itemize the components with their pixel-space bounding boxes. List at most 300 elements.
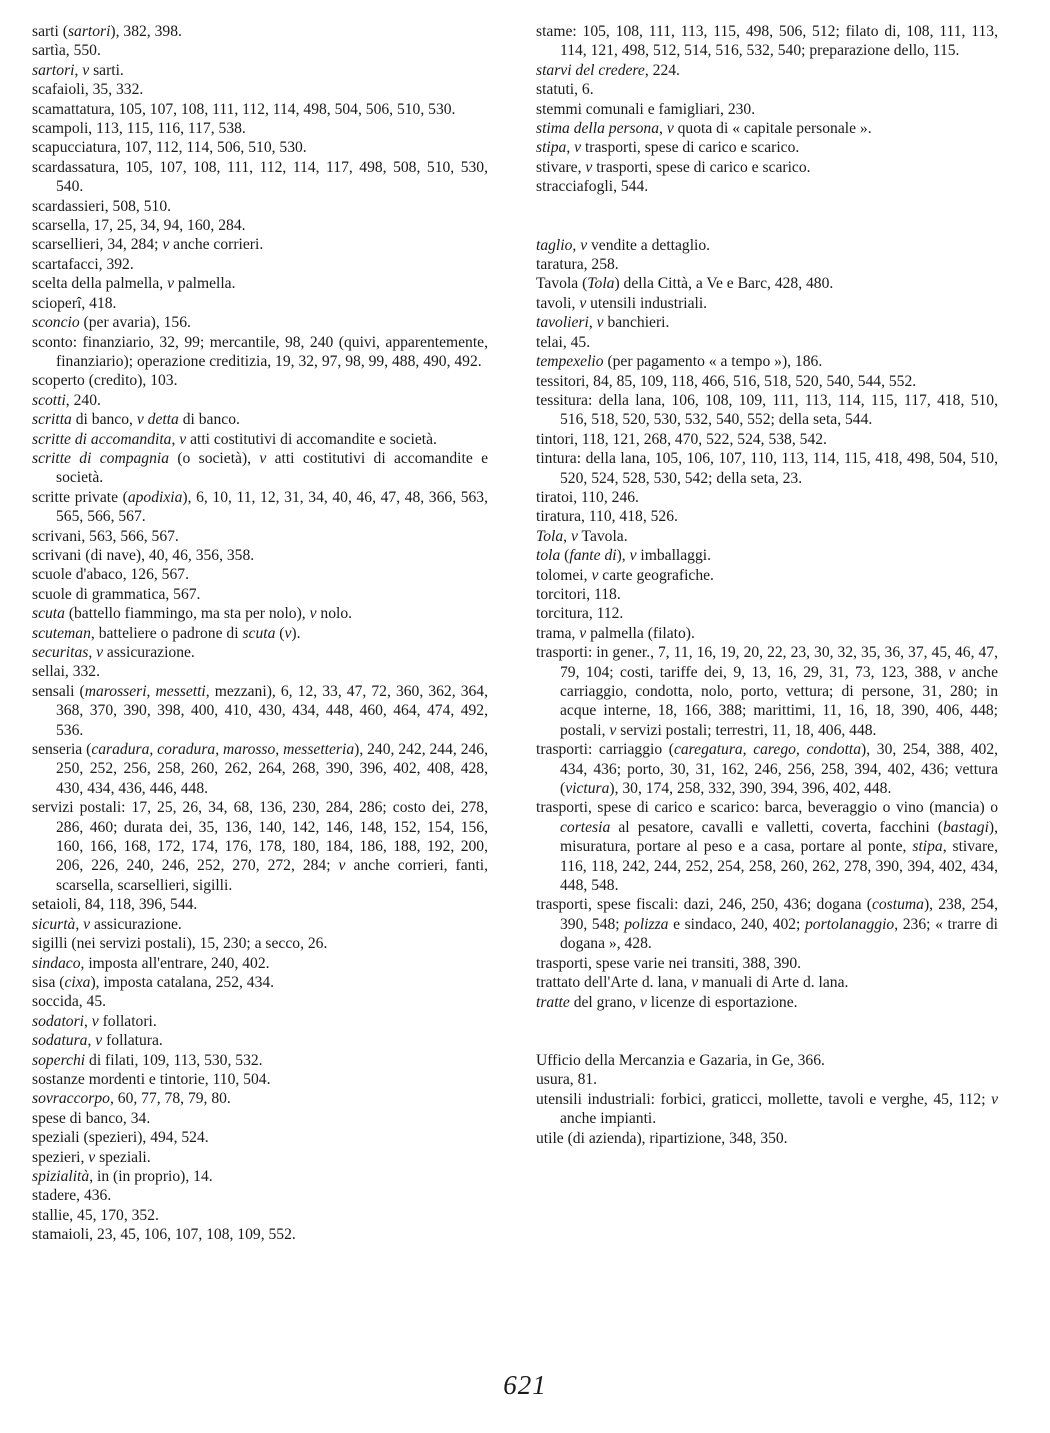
index-entry-text: sconto: finanziario, 32, 99; mercantile, 98, 240 (quivi, apparentemente, finanziario); operazione creditizia, 19, 32, 97, 98, 99, 488, 490, 492. (32, 333, 488, 370)
index-entry-text: ( (560, 547, 570, 565)
index-entry-text: setaioli, 84, 118, 396, 544. (32, 896, 198, 914)
index-entry-italic: sconcio (32, 314, 80, 332)
index-entry-text: ), 382, 398. (110, 23, 182, 40)
index-entry (32, 80, 488, 99)
index-entry-text: Tavola ( (536, 275, 588, 293)
index-entry-italic: scuteman (32, 624, 91, 642)
index-entry-text: servizi postali; terrestri, 11, 18, 406, 448. (616, 721, 877, 739)
index-entry-text: ), (616, 547, 630, 565)
index-entry-text: scardassieri, 508, 510. (32, 197, 172, 215)
index-entry-italic: starvi del credere (536, 61, 645, 79)
index-entry-text: stivare, (536, 158, 586, 176)
index-entry (536, 100, 998, 119)
index-entry-text: ), 30, 174, 258, 332, 390, 394, 396, 402, 448. (609, 780, 892, 798)
index-entry-text: stamaioli, 23, 45, 106, 107, 108, 109, 552. (32, 1226, 296, 1244)
index-entry-text: ). (291, 624, 301, 642)
index-entry (536, 313, 998, 332)
index-entry-text: speziali (spezieri), 494, 524. (32, 1129, 209, 1147)
index-entry-text: , (84, 1012, 92, 1030)
index-entry-italic: v (88, 1148, 96, 1166)
index-entry (32, 1070, 488, 1089)
index-entry (32, 197, 488, 216)
index-entry (536, 973, 998, 992)
index-entry (536, 22, 998, 61)
index-entry-italic: v (991, 1090, 998, 1108)
index-entry-text: tessitura: della lana, 106, 108, 109, 111, 113, 114, 115, 117, 418, 510, 516, 518, 520, 530, 532, 540, 552; della seta, 544. (536, 391, 998, 429)
index-entry-text: , in (in proprio), 14. (89, 1167, 213, 1185)
index-entry-text: di banco. (178, 411, 240, 429)
index-entry-italic: costuma (871, 896, 924, 914)
index-entry (536, 546, 998, 565)
index-entry-italic: spizialità (32, 1167, 90, 1185)
index-entry-text: (per avaria), 156. (79, 314, 191, 332)
index-entry-italic: Tola (587, 275, 615, 293)
index-entry-text: scarsella, 17, 25, 34, 94, 160, 284. (32, 217, 246, 235)
index-entry-text: del grano, (569, 993, 640, 1011)
index-entry-text: spezieri, (32, 1148, 89, 1166)
index-entry-text: scelta della palmella, (32, 275, 168, 293)
index-entry (32, 1148, 488, 1167)
index-entry (32, 216, 488, 235)
index-entry-text: quota di « capitale personale ». (673, 120, 872, 138)
index-entry-text: (per pagamento « a tempo »), 186. (603, 353, 823, 371)
index-entry (536, 274, 998, 293)
index-entry (32, 1012, 488, 1031)
index-entry-text: scuole d'abaco, 126, 567. (32, 566, 189, 584)
index-entry-text: torcitori, 118. (536, 585, 621, 603)
index-entry-italic: cixa (64, 973, 91, 991)
index-entry-text: usura, 81. (536, 1071, 598, 1089)
index-entry-italic: securitas (32, 644, 89, 661)
index-entry-text: utile (di azienda), ripartizione, 348, 350. (536, 1129, 788, 1147)
index-entry (536, 391, 998, 430)
index-entry-text: utensili industriali: forbici, graticci, mollette, tavoli e verghe, 45, 112; (536, 1090, 992, 1108)
index-entry (32, 585, 488, 604)
index-entry-italic: v (666, 120, 674, 138)
index-entry-italic: v detta (136, 411, 179, 429)
index-entry (536, 255, 998, 274)
index-entry-italic: scotti (32, 391, 66, 409)
index-entry-italic: v (179, 430, 187, 448)
index-entry (536, 798, 998, 895)
index-entry-italic: v (948, 663, 956, 681)
index-entry-italic: polizza (624, 915, 669, 933)
index-entry-italic: v (82, 61, 90, 79)
index-entry-italic: bastagi (942, 818, 989, 836)
index-entry (32, 565, 488, 584)
index-entry-italic: marosseri (84, 682, 147, 700)
index-entry-italic: stipa (536, 139, 567, 157)
index-entry-text: , mezzani), 6, 12, 33, 47, 72, 360, 362, 364, 368, 370, 390, 398, 400, 410, 430, 434, 448, 460, 464, 474, 492, 536. (56, 682, 488, 739)
index-entry-italic: taglio (536, 236, 573, 254)
index-entry (536, 1129, 998, 1148)
index-entry-italic: v (570, 527, 578, 545)
index-entry (32, 41, 488, 60)
index-entry-text: tiratura, 110, 418, 526. (536, 508, 678, 526)
index-entry-text: scamattatura, 105, 107, 108, 111, 112, 114, 498, 504, 506, 510, 530. (32, 100, 456, 118)
index-entry (536, 80, 998, 99)
index-entry-text: tessitori, 84, 85, 109, 118, 466, 516, 518, 520, 540, 544, 552. (536, 372, 917, 390)
index-entry-text: , (88, 644, 97, 661)
index-entry (536, 895, 998, 953)
index-entry-text: trama, (536, 624, 580, 642)
index-entry-text: trattato dell'Arte d. lana, (536, 974, 692, 992)
index-entry (32, 138, 488, 157)
index-entry-text: sarti ( (32, 23, 68, 40)
index-entry-italic: sindaco (32, 954, 81, 972)
index-entry-italic: v (580, 236, 588, 254)
index-entry (32, 1206, 488, 1225)
index-entry-text: assicurazione. (103, 644, 195, 661)
index-entry-text: scioperî, 418. (32, 294, 117, 312)
index-entry-text: di banco, (71, 411, 137, 429)
index-entry-text: , (146, 682, 156, 700)
index-entry-text: , imposta all'entrare, 240, 402. (80, 954, 270, 972)
index-entry-text: , stivare, 116, 118, 242, 244, 252, 254, 258, 260, 262, 278, 390, 394, 402, 434, 448, 548. (560, 838, 998, 895)
index-entry-italic: sicurtà (32, 915, 76, 933)
index-entry (536, 624, 998, 643)
index-entry (32, 333, 488, 372)
index-entry-text: , 224. (644, 61, 680, 79)
index-entry-italic: v (309, 605, 317, 623)
index-entry-italic: caregatura, carego, condotta (673, 741, 862, 759)
index-entry (32, 119, 488, 138)
index-entry-text: tintura: della lana, 105, 106, 107, 110, 113, 114, 115, 418, 498, 504, 510, 520, 524, 528, 530, 542; della seta, 23. (536, 450, 998, 487)
index-entry-text: trasporti, spese fiscali: dazi, 246, 250, 436; dogana ( (536, 896, 872, 914)
index-entry (32, 410, 488, 429)
index-entry-italic: scuta (242, 624, 276, 642)
index-entry-text: , (171, 430, 180, 448)
index-entry-text: ), 6, 10, 11, 12, 31, 34, 40, 46, 47, 48, 366, 563, 565, 566, 567. (56, 488, 489, 526)
index-entry-italic: v (596, 314, 604, 332)
index-entry-text: tiratoi, 110, 246. (536, 488, 639, 506)
index-entry-text: anche impianti. (560, 1110, 657, 1128)
index-entry-text: ( (275, 624, 285, 642)
index-entry (32, 255, 488, 274)
index-entry-text: scapucciatura, 107, 112, 114, 506, 510, 530. (32, 139, 307, 157)
index-entry-text: atti costitutivi di accomandite e società. (56, 449, 488, 487)
index-entry (536, 643, 998, 740)
index-entry-text: , (566, 139, 575, 157)
index-entry-text: palmella. (174, 275, 236, 293)
index-entry-text: tintori, 118, 121, 268, 470, 522, 524, 538, 542. (536, 430, 827, 448)
index-entry-text: ) della Città, a Ve e Barc, 428, 480. (614, 275, 834, 293)
index-entry-italic: v (338, 857, 346, 875)
index-entry-text: stadere, 436. (32, 1187, 112, 1205)
index-entry-italic: v (284, 624, 292, 642)
index-entry-text: senseria ( (32, 741, 92, 759)
index-entry-text: trasporti, spese di carico e scarico. (592, 158, 811, 176)
index-entry (32, 488, 488, 527)
index-entry (536, 585, 998, 604)
index-entry (536, 566, 998, 585)
index-entry-italic: v (579, 624, 587, 642)
index-entry-text: , (572, 236, 581, 254)
index-entry-text: vendite a dettaglio. (587, 236, 711, 254)
index-entry-text: scampoli, 113, 115, 116, 117, 538. (32, 120, 246, 138)
index-entry-italic: scritte di accomandita (32, 430, 172, 448)
index-entry-text: follatura. (102, 1032, 163, 1050)
index-entry-text: stemmi comunali e famigliari, 230. (536, 100, 756, 118)
index-entry (32, 235, 488, 254)
index-entry-text: trasporti, spese di carico e scarico: barca, beveraggio o vino (mancia) o (536, 799, 998, 817)
index-entry-italic: tola (536, 547, 561, 565)
index-entry-text: , (75, 915, 84, 933)
index-entry (32, 1225, 488, 1244)
index-entry (32, 992, 488, 1011)
index-entry (32, 895, 488, 914)
index-entry (32, 1031, 488, 1050)
index-entry-text: , (659, 120, 667, 138)
index-entry-text: telai, 45. (536, 333, 591, 351)
index-entry-text: anche carriaggio, condotta, nolo, porto, vettura; di persone, 31, 280; in acque interne, 18, 166, 388; marittimi, 11, 16, 18, 390, 406, 448; postali, (560, 663, 998, 739)
index-entry (32, 61, 488, 80)
index-column-left (32, 22, 488, 1245)
index-entry-text: follatori. (98, 1012, 157, 1030)
index-entry (536, 177, 998, 196)
index-entry-italic: v (585, 158, 593, 176)
index-entry-text: imballaggi. (636, 547, 711, 565)
index-entry-text: trasporti: carriaggio ( (536, 741, 674, 759)
index-entry-italic: v (96, 644, 104, 661)
index-entry (536, 352, 998, 371)
index-entry (536, 449, 998, 488)
index-entry-text: al pesatore, cavalli e valletti, coverta, facchini ( (610, 818, 943, 836)
index-entry-text: spese di banco, 34. (32, 1109, 151, 1127)
index-entry (32, 915, 488, 934)
index-entry-text: scrivani, 563, 566, 567. (32, 527, 179, 545)
index-entry (32, 1167, 488, 1186)
index-entry-text: taratura, 258. (536, 256, 619, 274)
index-entry-italic: sartori (32, 61, 75, 79)
index-entry-text: stallie, 45, 170, 352. (32, 1206, 159, 1224)
index-entry-text: Tavola. (577, 527, 628, 545)
index-entry-text: , (588, 314, 597, 332)
index-entry-italic: fante di (569, 547, 617, 565)
index-entry-text: anche corrieri. (169, 236, 264, 254)
index-entry-text: scartafacci, 392. (32, 255, 134, 273)
index-entry-text: , (87, 1032, 96, 1050)
index-entry-text: sarti. (89, 61, 124, 79)
index-entry-text: , 236; « trarre di dogana », 428. (560, 915, 998, 953)
index-entry-text: manuali di Arte d. lana. (698, 974, 849, 992)
index-entry-italic: stipa (912, 838, 943, 856)
index-entry-italic: v (83, 915, 91, 933)
index-entry-text: atti costitutivi di accomandite e società. (186, 430, 437, 448)
index-entry-italic: sovraccorpo (32, 1090, 110, 1108)
index-entry-text: trasporti, spese di carico e scarico. (581, 139, 800, 157)
index-entry (32, 798, 488, 895)
index-entry-italic: v (629, 547, 637, 565)
index-entry (32, 1089, 488, 1108)
index-entry-italic: tavolieri (536, 314, 589, 332)
index-entry-text: , (74, 61, 83, 79)
index-entry (536, 158, 998, 177)
index-entry (536, 1090, 998, 1129)
index-entry-text: scuole di grammatica, 567. (32, 585, 201, 603)
index-entry-text: scoperto (credito), 103. (32, 372, 178, 390)
page-number: 621 (503, 1370, 547, 1400)
index-entry (32, 1128, 488, 1147)
index-entry-italic: portolanaggio (804, 915, 895, 933)
index-entry-italic: tratte (536, 993, 570, 1011)
index-entry (32, 1051, 488, 1070)
index-entry-italic: caradura, coradura, marosso, messetteria (91, 741, 355, 759)
index-entry (32, 954, 488, 973)
index-entry-text: trasporti, spese varie nei transiti, 388, 390. (536, 954, 802, 972)
index-entry (32, 1109, 488, 1128)
index-entry-text: (o società), (169, 449, 260, 467)
index-entry-text: sostanze mordenti e tintorie, 110, 504. (32, 1070, 271, 1088)
index-entry-text: , 60, 77, 78, 79, 80. (109, 1090, 231, 1108)
index-entry (32, 934, 488, 953)
index-entry-text: carte geografiche. (598, 566, 714, 584)
index-entry-text: ), 240, 242, 244, 246, 250, 252, 256, 258, 260, 262, 264, 268, 390, 396, 402, 408, 428, 430, 434, 436, 446, 448. (56, 741, 488, 797)
section-gap (536, 197, 998, 236)
index-entry (536, 333, 998, 352)
index-entry-text: , 240. (65, 391, 101, 409)
index-entry (32, 22, 488, 41)
index-entry-italic: soperchi (32, 1051, 86, 1069)
index-entry-text: ), misuratura, portare al peso e a casa, portare al ponte, (560, 818, 998, 856)
index-entry (536, 488, 998, 507)
index-entry (536, 236, 998, 255)
index-entry (32, 294, 488, 313)
index-entry-italic: v (91, 1012, 99, 1030)
index-entry-text: trasporti: in gener., 7, 11, 16, 19, 20, 22, 23, 30, 32, 35, 36, 37, 45, 46, 47, 79, 104; costi, tariffe dei, 9, 13, 16, 29, 31, 73, 123, 388, (536, 644, 998, 681)
index-entry (536, 1051, 998, 1070)
index-entry (32, 527, 488, 546)
index-entry-text: ), imposta catalana, 252, 434. (90, 973, 275, 991)
index-entry (536, 954, 998, 973)
index-entry-italic: stima della persona (536, 120, 660, 138)
index-entry (536, 430, 998, 449)
index-entry-italic: victura (565, 780, 610, 798)
index-entry-italic: v (167, 275, 175, 293)
index-entry-text: soccida, 45. (32, 993, 107, 1011)
index-column-right (536, 22, 998, 1148)
index-entry (32, 643, 488, 662)
index-entry-text: Ufficio della Mercanzia e Gazaria, in Ge, 366. (536, 1051, 825, 1069)
index-entry (32, 604, 488, 623)
index-entry-text: anche corrieri, fanti, scarsella, scarsellieri, sigilli. (56, 857, 489, 894)
index-entry (32, 662, 488, 681)
index-entry (32, 100, 488, 119)
index-entry (536, 604, 998, 623)
index-entry (536, 740, 998, 798)
index-entry-text: scritte private ( (32, 488, 128, 506)
index-entry (32, 274, 488, 293)
index-entry (32, 449, 488, 488)
index-entry-italic: tempexelio (536, 353, 604, 371)
index-entry (536, 993, 998, 1012)
index-entry-text: , (563, 527, 571, 545)
index-entry (536, 372, 998, 391)
index-entry-text: palmella (filato). (586, 624, 695, 642)
index-entry-text: sellai, 332. (32, 663, 100, 681)
index-entry-italic: scuta (32, 605, 65, 623)
index-entry-text: sensali ( (32, 682, 85, 700)
index-entry (32, 1186, 488, 1205)
index-entry-italic: v (95, 1032, 103, 1050)
index-entry (32, 682, 488, 740)
index-entry (32, 624, 488, 643)
index-entry-italic: v (579, 294, 587, 312)
index-entry-text: sigilli (nei servizi postali), 15, 230; a secco, 26. (32, 935, 328, 953)
index-entry-italic: messetti (155, 682, 206, 700)
index-entry-italic: apodixia (127, 488, 183, 506)
index-entry-italic: v (259, 449, 267, 467)
index-entry-text: e sindaco, 240, 402; (668, 915, 805, 933)
index-entry-text: scrivani (di nave), 40, 46, 356, 358. (32, 546, 255, 564)
index-entry-italic: cortesia (560, 818, 611, 836)
index-entry-text: banchieri. (603, 314, 670, 332)
index-entry (32, 740, 488, 798)
section-gap (536, 1012, 998, 1051)
index-entry (32, 430, 488, 449)
index-entry-text: tavoli, (536, 294, 580, 312)
index-entry (536, 294, 998, 313)
index-entry-italic: sodatori (32, 1012, 84, 1030)
index-entry (32, 546, 488, 565)
index-entry-italic: v (639, 993, 647, 1011)
index-entry-italic: sodatura (32, 1032, 88, 1050)
index-entry-text: scardassatura, 105, 107, 108, 111, 112, 114, 117, 498, 508, 510, 530, 540. (32, 158, 488, 196)
index-entry-italic: scritta (32, 411, 72, 429)
index-entry-text: licenze di esportazione. (646, 993, 798, 1011)
index-entry (32, 973, 488, 992)
index-entry (32, 313, 488, 332)
index-entry-text: utensili industriali. (586, 294, 708, 312)
index-entry-italic: v (574, 139, 582, 157)
index-entry-text: tolomei, (536, 566, 592, 584)
index-entry-text: assicurazione. (90, 915, 182, 933)
index-entry-italic: v (691, 974, 699, 992)
index-entry (536, 1070, 998, 1089)
index-entry (536, 119, 998, 138)
index-entry-italic: v (609, 721, 617, 739)
index-entry-text: speziali. (95, 1148, 151, 1166)
index-entry (536, 61, 998, 80)
index-entry-text: stracciafogli, 544. (536, 178, 649, 196)
index-entry-text: nolo. (316, 605, 353, 623)
index-entry-text: di filati, 109, 113, 530, 532. (85, 1051, 263, 1069)
index-entry (536, 138, 998, 157)
index-entry-italic: v (591, 566, 599, 584)
index-entry-text: ), 238, 254, 390, 548; (560, 896, 998, 933)
index-entry (32, 391, 488, 410)
index-entry-text: scarsellieri, 34, 284; (32, 236, 163, 254)
index-entry-text: scafaioli, 35, 332. (32, 81, 144, 99)
index-entry-italic: sartori (67, 23, 111, 40)
index-entry-text: (battello fiammingo, ma sta per nolo), (64, 605, 310, 623)
index-entry-text: , batteliere o padrone di (90, 624, 243, 642)
index-entry (536, 527, 998, 546)
index-entry-text: sisa ( (32, 973, 65, 991)
index-entry-italic: scritte di compagnia (32, 449, 170, 467)
index-entry (536, 507, 998, 526)
index-entry-text: ), 30, 254, 388, 402, 434, 436; porto, 30, 31, 162, 246, 256, 258, 394, 402, 436; vettura ( (560, 741, 999, 798)
index-entry (32, 158, 488, 197)
index-entry-italic: Tola (536, 527, 564, 545)
index-entry-text: sartìa, 550. (32, 42, 101, 60)
index-entry-text: servizi postali: 17, 25, 26, 34, 68, 136, 230, 284, 286; costo dei, 278, 286, 460; durata dei, 35, 136, 140, 142, 146, 148, 152, 154, 156, 160, 166, 168, 172, 174, 176, 178, 180, 184, 186, 188, 192, 200, 206, 226, 240, 246, 252, 270, 272, 284; (32, 799, 488, 875)
index-entry (32, 371, 488, 390)
index-entry-text: torcitura, 112. (536, 605, 624, 623)
index-entry-italic: v (162, 236, 170, 254)
index-entry-text: stame: 105, 108, 111, 113, 115, 498, 506, 512; filato di, 108, 111, 113, 114, 121, 498, 512, 514, 516, 532, 540; preparazione dello, 115. (536, 23, 998, 60)
index-entry-text: statuti, 6. (536, 81, 594, 99)
